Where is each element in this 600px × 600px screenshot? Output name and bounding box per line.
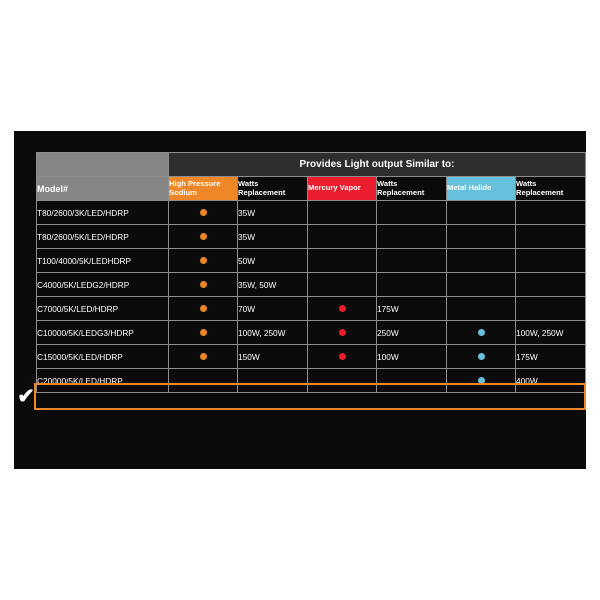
header-model: Model# xyxy=(37,177,169,201)
cell-watts-mv xyxy=(377,249,447,273)
header-mercury-vapor: Mercury Vapor xyxy=(308,177,377,201)
cell-watts-mv: 175W xyxy=(377,297,447,321)
cell-dot-metal-halide xyxy=(447,297,516,321)
cell-dot-high-pressure-sodium xyxy=(169,369,238,393)
selected-row-checkmark: ✔ xyxy=(17,385,35,408)
cell-dot-metal-halide xyxy=(447,249,516,273)
cell-dot-mercury-vapor xyxy=(308,201,377,225)
dot-metal-halide-icon xyxy=(478,377,485,384)
comparison-table xyxy=(36,152,586,393)
table-row[interactable] xyxy=(37,345,586,369)
header-high-pressure-sodium: High Pressure Sodium xyxy=(169,177,238,201)
table-row[interactable] xyxy=(37,273,586,297)
cell-watts-mh xyxy=(516,297,586,321)
dot-mercury-vapor-icon xyxy=(339,305,346,312)
cell-watts-hps: 50W xyxy=(238,249,308,273)
dot-high-pressure-sodium-icon xyxy=(200,329,207,336)
cell-model: T100/4000/5K/LEDHDRP xyxy=(37,249,169,273)
cell-watts-hps: 35W, 50W xyxy=(238,273,308,297)
cell-model: T80/2600/3K/LED/HDRP xyxy=(37,201,169,225)
table-row[interactable] xyxy=(37,225,586,249)
cell-dot-high-pressure-sodium xyxy=(169,321,238,345)
table-row[interactable] xyxy=(37,201,586,225)
cell-dot-high-pressure-sodium xyxy=(169,249,238,273)
cell-dot-metal-halide xyxy=(447,225,516,249)
table-row[interactable] xyxy=(37,249,586,273)
cell-dot-metal-halide xyxy=(447,321,516,345)
cell-dot-mercury-vapor xyxy=(308,369,377,393)
cell-dot-mercury-vapor xyxy=(308,249,377,273)
cell-dot-high-pressure-sodium xyxy=(169,225,238,249)
cell-watts-hps: 35W xyxy=(238,225,308,249)
table-title: Provides Light output Similar to: xyxy=(169,153,586,177)
cell-watts-hps: 70W xyxy=(238,297,308,321)
cell-model: C15000/5K/LED/HDRP xyxy=(37,345,169,369)
cell-watts-mh xyxy=(516,225,586,249)
dot-high-pressure-sodium-icon xyxy=(200,353,207,360)
cell-model: C10000/5K/LEDG3/HDRP xyxy=(37,321,169,345)
table-row[interactable] xyxy=(37,297,586,321)
dot-high-pressure-sodium-icon xyxy=(200,233,207,240)
dot-mercury-vapor-icon xyxy=(339,353,346,360)
cell-dot-high-pressure-sodium xyxy=(169,273,238,297)
cell-model: C20000/5K/LED/HDRP xyxy=(37,369,169,393)
cell-watts-mh: 100W, 250W xyxy=(516,321,586,345)
dot-high-pressure-sodium-icon xyxy=(200,305,207,312)
cell-dot-mercury-vapor xyxy=(308,297,377,321)
header-watts-replacement-mh: Watts Replacement xyxy=(516,177,586,201)
cell-dot-high-pressure-sodium xyxy=(169,345,238,369)
cell-watts-mv xyxy=(377,369,447,393)
dot-high-pressure-sodium-icon xyxy=(200,257,207,264)
cell-watts-mv: 100W xyxy=(377,345,447,369)
cell-watts-hps: 100W, 250W xyxy=(238,321,308,345)
dot-metal-halide-icon xyxy=(478,329,485,336)
cell-dot-metal-halide xyxy=(447,345,516,369)
cell-watts-mh: 400W xyxy=(516,369,586,393)
cell-dot-metal-halide xyxy=(447,201,516,225)
dot-mercury-vapor-icon xyxy=(339,329,346,336)
table-body xyxy=(37,201,586,393)
cell-watts-hps: 35W xyxy=(238,201,308,225)
cell-dot-mercury-vapor xyxy=(308,345,377,369)
cell-watts-hps: 150W xyxy=(238,345,308,369)
dot-metal-halide-icon xyxy=(478,353,485,360)
cell-dot-high-pressure-sodium xyxy=(169,297,238,321)
header-corner-blank xyxy=(37,153,169,177)
cell-watts-mh xyxy=(516,273,586,297)
cell-dot-metal-halide xyxy=(447,273,516,297)
cell-watts-mv xyxy=(377,273,447,297)
cell-watts-mh xyxy=(516,201,586,225)
header-watts-replacement-hps: Watts Replacement xyxy=(238,177,308,201)
cell-dot-metal-halide xyxy=(447,369,516,393)
cell-watts-mh xyxy=(516,249,586,273)
dot-high-pressure-sodium-icon xyxy=(200,281,207,288)
cell-dot-mercury-vapor xyxy=(308,273,377,297)
cell-watts-mh: 175W xyxy=(516,345,586,369)
table-row[interactable] xyxy=(37,369,586,393)
comparison-table-wrapper xyxy=(36,152,584,441)
cell-watts-mv xyxy=(377,201,447,225)
table-row[interactable] xyxy=(37,321,586,345)
cell-model: T80/2600/5K/LED/HDRP xyxy=(37,225,169,249)
cell-watts-mv: 250W xyxy=(377,321,447,345)
cell-dot-mercury-vapor xyxy=(308,321,377,345)
cell-dot-mercury-vapor xyxy=(308,225,377,249)
cell-model: C4000/5K/LEDG2/HDRP xyxy=(37,273,169,297)
cell-dot-high-pressure-sodium xyxy=(169,201,238,225)
table-header-top-row xyxy=(37,153,586,177)
cell-model: C7000/5K/LED/HDRP xyxy=(37,297,169,321)
header-watts-replacement-mv: Watts Replacement xyxy=(377,177,447,201)
cell-watts-mv xyxy=(377,225,447,249)
table-header-row xyxy=(37,177,586,201)
dot-high-pressure-sodium-icon xyxy=(200,209,207,216)
cell-watts-hps xyxy=(238,369,308,393)
header-metal-halide: Metal Halide xyxy=(447,177,516,201)
